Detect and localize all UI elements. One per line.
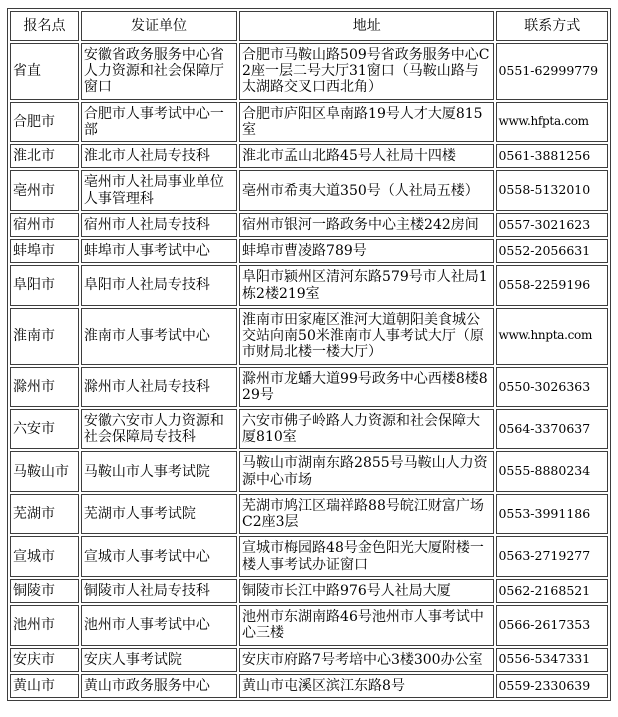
table-row — [10, 579, 608, 603]
cell-address: 亳州市希夷大道350号（人社局五楼） — [239, 170, 494, 210]
cell-address: 蚌埠市曹凌路789号 — [239, 239, 494, 263]
cell-issuer: 马鞍山市人事考试院 — [81, 451, 237, 491]
cell-issuer: 安庆人事考试院 — [81, 648, 237, 672]
cell-contact: 0551-62999779 — [496, 43, 608, 100]
table-row — [10, 648, 608, 672]
cell-site: 芜湖市 — [10, 494, 79, 534]
cell-site: 池州市 — [10, 605, 79, 645]
table-row — [10, 674, 608, 698]
cell-issuer: 合肥市人事考试中心一部 — [81, 102, 237, 142]
cell-issuer: 阜阳市人社局专技科 — [81, 265, 237, 305]
cell-site: 马鞍山市 — [10, 451, 79, 491]
cell-contact: 0557-3021623 — [496, 213, 608, 237]
cell-site: 合肥市 — [10, 102, 79, 142]
cell-issuer: 黄山市政务服务中心 — [81, 674, 237, 698]
cell-contact: 0552-2056631 — [496, 239, 608, 263]
cell-address: 马鞍山市湖南东路2855号马鞍山人力资源中心市场 — [239, 451, 494, 491]
cell-issuer: 亳州市人社局事业单位人事管理科 — [81, 170, 237, 210]
registration-sites-table — [7, 8, 611, 701]
cell-contact: www.hfpta.com — [496, 102, 608, 142]
cell-address: 安庆市府路7号考培中心3楼300办公室 — [239, 648, 494, 672]
cell-address: 池州市东湖南路46号池州市人事考试中心三楼 — [239, 605, 494, 645]
cell-contact: 0562-2168521 — [496, 579, 608, 603]
cell-contact: www.hnpta.com — [496, 308, 608, 365]
table-row — [10, 536, 608, 576]
header-contact: 联系方式 — [496, 11, 608, 41]
cell-contact: 0559-2330639 — [496, 674, 608, 698]
header-address: 地址 — [239, 11, 494, 41]
cell-contact: 0558-5132010 — [496, 170, 608, 210]
cell-contact: 0563-2719277 — [496, 536, 608, 576]
header-issuer: 发证单位 — [81, 11, 237, 41]
table-row — [10, 308, 608, 365]
table-row — [10, 213, 608, 237]
cell-site: 淮北市 — [10, 144, 79, 168]
cell-issuer: 滁州市人社局专技科 — [81, 367, 237, 407]
cell-issuer: 安徽省政务服务中心省人力资源和社会保障厅窗口 — [81, 43, 237, 100]
cell-address: 六安市佛子岭路人力资源和社会保障大厦810室 — [239, 409, 494, 449]
cell-contact: 0556-5347331 — [496, 648, 608, 672]
table-header — [10, 11, 608, 41]
cell-site: 阜阳市 — [10, 265, 79, 305]
cell-address: 芜湖市鸠江区瑞祥路88号皖江财富广场C2座3层 — [239, 494, 494, 534]
cell-issuer: 安徽六安市人力资源和社会保障局专技科 — [81, 409, 237, 449]
cell-address: 合肥市庐阳区阜南路19号人才大厦815室 — [239, 102, 494, 142]
cell-issuer: 蚌埠市人事考试中心 — [81, 239, 237, 263]
cell-site: 省直 — [10, 43, 79, 100]
header-site: 报名点 — [10, 11, 79, 41]
cell-issuer: 芜湖市人事考试院 — [81, 494, 237, 534]
cell-site: 滁州市 — [10, 367, 79, 407]
cell-issuer: 淮南市人事考试中心 — [81, 308, 237, 365]
cell-site: 宿州市 — [10, 213, 79, 237]
cell-contact: 0561-3881256 — [496, 144, 608, 168]
cell-contact: 0558-2259196 — [496, 265, 608, 305]
cell-site: 安庆市 — [10, 648, 79, 672]
cell-issuer: 淮北市人社局专技科 — [81, 144, 237, 168]
table-body — [10, 43, 608, 698]
table-row — [10, 409, 608, 449]
cell-issuer: 铜陵市人社局专技科 — [81, 579, 237, 603]
cell-contact: 0564-3370637 — [496, 409, 608, 449]
cell-contact: 0566-2617353 — [496, 605, 608, 645]
cell-address: 合肥市马鞍山路509号省政务服务中心C2座一层二号大厅31窗口（马鞍山路与太湖路交叉口西北角） — [239, 43, 494, 100]
cell-site: 亳州市 — [10, 170, 79, 210]
cell-issuer: 池州市人事考试中心 — [81, 605, 237, 645]
table-row — [10, 170, 608, 210]
cell-contact: 0550-3026363 — [496, 367, 608, 407]
cell-contact: 0555-8880234 — [496, 451, 608, 491]
cell-address: 阜阳市颍州区清河东路579号市人社局1栋2楼219室 — [239, 265, 494, 305]
table-row — [10, 43, 608, 100]
cell-site: 黄山市 — [10, 674, 79, 698]
cell-address: 黄山市屯溪区滨江东路8号 — [239, 674, 494, 698]
table-row — [10, 102, 608, 142]
table-row — [10, 494, 608, 534]
cell-contact: 0553-3991186 — [496, 494, 608, 534]
table-row — [10, 367, 608, 407]
cell-address: 淮南市田家庵区淮河大道朝阳美食城公交站向南50米淮南市人事考试大厅（原市财局北楼一楼大厅） — [239, 308, 494, 365]
table-row — [10, 239, 608, 263]
header-row — [10, 11, 608, 41]
cell-issuer: 宣城市人事考试中心 — [81, 536, 237, 576]
cell-site: 宣城市 — [10, 536, 79, 576]
cell-site: 铜陵市 — [10, 579, 79, 603]
cell-issuer: 宿州市人社局专技科 — [81, 213, 237, 237]
cell-site: 蚌埠市 — [10, 239, 79, 263]
cell-address: 铜陵市长江中路976号人社局大厦 — [239, 579, 494, 603]
table-row — [10, 265, 608, 305]
cell-address: 宿州市银河一路政务中心主楼242房间 — [239, 213, 494, 237]
table-row — [10, 451, 608, 491]
cell-site: 淮南市 — [10, 308, 79, 365]
cell-address: 淮北市孟山北路45号人社局十四楼 — [239, 144, 494, 168]
table-row — [10, 144, 608, 168]
cell-address: 滁州市龙蟠大道99号政务中心西楼8楼829号 — [239, 367, 494, 407]
table-row — [10, 605, 608, 645]
cell-site: 六安市 — [10, 409, 79, 449]
cell-address: 宣城市梅园路48号金色阳光大厦附楼一楼人事考试办证窗口 — [239, 536, 494, 576]
